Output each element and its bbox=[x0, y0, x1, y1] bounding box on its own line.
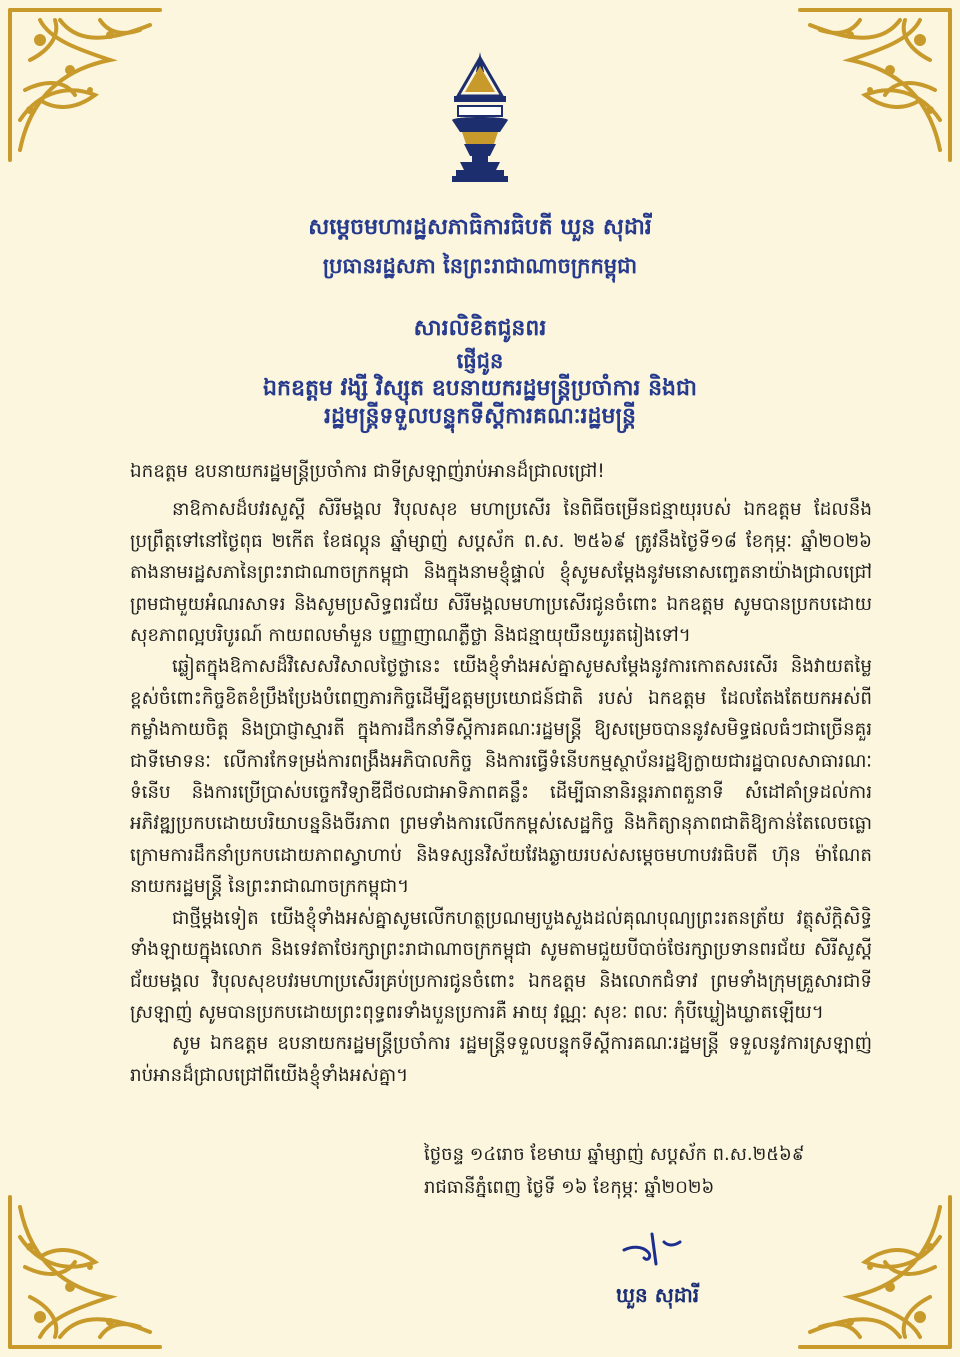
lunar-date: ថ្ងៃចន្ទ ១៤រោច ខែមាឃ ឆ្នាំម្សាញ់ សប្តស័ក ព.ស.២៥៦៩ bbox=[424, 1144, 805, 1165]
recipient-line-1: ឯកឧត្តម វង្សី វិស្សុត ឧបនាយករដ្ឋមន្ត្រីប្រចាំការ និងជា bbox=[263, 376, 697, 401]
signer-name: ឃួន សុដារី bbox=[616, 1283, 700, 1307]
paragraph-4: សូម ឯកឧត្តម ឧបនាយករដ្ឋមន្ត្រីប្រចាំការ រដ្ឋមន្ត្រីទទួលបន្ទុកទីស្តីការគណៈរដ្ឋមន្ត្រី ទទួលនូវការស្រឡាញ់រាប់អានដ៏ជ្រាលជ្រៅពីយើងខ្ញុំទាំងអស់គ្នា។ bbox=[130, 1033, 872, 1086]
paragraph-2: ឆ្លៀតក្នុងឱកាសដ៏វិសេសវិសាលថ្ងៃថ្លានេះ យើងខ្ញុំទាំងអស់គ្នាសូមសម្តែងនូវការកោតសរសើរ និងវាយតម្លៃខ្ពស់ចំពោះកិច្ចខិតខំប្រឹងប្រែងបំពេញភារកិច្ចដើម្បីឧត្តមប្រយោជន៍ជាតិ របស់ ឯកឧត្តម ដែលតែងតែយកអស់ពីកម្លាំងកាយចិត្ត និងប្រាជ្ញាស្មារតី ក្នុងការដឹកនាំទីស្តីការគណៈរដ្ឋមន្ត្រី ឱ្យសម្រេចបាននូវសមិទ្ធផលធំៗជាច្រើនគួរជាទីមោទនៈ លើការកែទម្រង់ការពង្រឹងអភិបាលកិច្ច និងការធ្វើទំនើបកម្មស្ថាប័នរដ្ឋឱ្យក្លាយជារដ្ឋបាលសាធារណៈទំនើប និងការប្រើប្រាស់បច្ចេកវិទ្យាឌីជីថលជាអាទិភាពគន្លឹះ ដើម្បីធានានិរន្តរភាពតួនាទី សំដៅគាំទ្រដល់ការអភិវឌ្ឍប្រកបដោយបរិយាបន្ននិងចីរភាព ព្រមទាំងការលើកកម្ពស់សេដ្ឋកិច្ច និងកិត្យានុភាពជាតិឱ្យកាន់តែលេចធ្លោ ក្រោមការដឹកនាំប្រកបដោយភាពស្វាហាប់ និងទស្សនវិស័យវែងឆ្ងាយរបស់សម្តេចមហាបវរធិបតី ហ៊ុន ម៉ាណែត នាយករដ្ឋមន្ត្រី នៃព្រះរាជាណាចក្រកម្ពុជា។ bbox=[130, 656, 872, 898]
sender-title: ប្រធានរដ្ឋសភា នៃព្រះរាជាណាចក្រកម្ពុជា bbox=[322, 254, 638, 278]
national-assembly-emblem bbox=[440, 52, 520, 202]
paragraph-1: នាឱកាសដ៏បវរសួស្តី សិរីមង្គល វិបុលសុខ មហាប្រសើរ នៃពិធីចម្រើនជន្មាយុរបស់ ឯកឧត្តម ដែលនឹងប្រព្រឹត្តទៅនៅថ្ងៃពុធ ២កើត ខែផល្គុន ឆ្នាំម្សាញ់ សប្តស័ក ព.ស. ២៥៦៩ ត្រូវនឹងថ្ងៃទី១៨ ខែកុម្ភៈ ឆ្នាំ២០២៦ តាងនាមរដ្ឋសភានៃព្រះរាជាណាចក្រកម្ពុជា និងក្នុងនាមខ្ញុំផ្ទាល់ ខ្ញុំសូមសម្តែងនូវមនោសញ្ចេតនាយ៉ាងជ្រាលជ្រៅ ព្រមជាមួយអំណរសាទរ និងសូមប្រសិទ្ធពរជ័យ សិរីមង្គលមហាប្រសើរជូនចំពោះ ឯកឧត្តម សូមបានប្រកបដោយសុខភាពល្អបរិបូរណ៍ កាយពលមាំមួន បញ្ញាញាណភ្លឺថ្លា និងជន្មាយុយឺនយូរតរៀងទៅ។ bbox=[130, 499, 872, 647]
recipient-line-2: រដ្ឋមន្ត្រីទទួលបន្ទុកទីស្តីការគណៈរដ្ឋមន្ត្រី bbox=[323, 404, 636, 429]
corner-ornament-top-left bbox=[0, 0, 170, 170]
date-block bbox=[424, 1138, 884, 1204]
handwritten-signature bbox=[618, 1228, 688, 1268]
letter-title: សារលិខិតជូនពរ bbox=[413, 316, 547, 341]
paragraph-3: ជាថ្មីម្តងទៀត យើងខ្ញុំទាំងអស់គ្នាសូមលើកហត្ថប្រណម្យបួងសួងដល់គុណបុណ្យព្រះរតនត្រ័យ វត្ថុស័ក្តិសិទ្ធិទាំងឡាយក្នុងលោក និងទេវតាថែរក្សាព្រះរាជាណាចក្រកម្ពុជា សូមតាមជួយបីបាច់ថែរក្សាប្រទានពរជ័យ សិរីសួស្តី ជ័យមង្គល វិបុលសុខបវរមហាប្រសើរគ្រប់ប្រការជូនចំពោះ ឯកឧត្តម និងលោកជំទាវ ព្រមទាំងក្រុមគ្រួសារជាទីស្រឡាញ់ សូមបានប្រកបដោយព្រះពុទ្ធពរទាំងបួនប្រការគឺ អាយុ វណ្ណៈ សុខៈ ពលៈ កុំបីឃ្លៀងឃ្លាតឡើយ។ bbox=[130, 907, 872, 1023]
letter-body bbox=[130, 456, 872, 1091]
solar-date: រាជធានីភ្នំពេញ ថ្ងៃទី ១៦ ខែកុម្ភៈ ឆ្នាំ២០២៦ bbox=[424, 1177, 715, 1198]
sender-name: សម្តេចមហារដ្ឋសភាធិការធិបតី ឃួន សុដារី bbox=[308, 215, 652, 240]
corner-ornament-bottom-right bbox=[790, 1187, 960, 1357]
letter-subtitle: ផ្ញើជូន bbox=[456, 349, 504, 373]
corner-ornament-bottom-left bbox=[0, 1187, 170, 1357]
salutation: ឯកឧត្តម ឧបនាយករដ្ឋមន្ត្រីប្រចាំការ ជាទីស្រឡាញ់រាប់អានដ៏ជ្រាលជ្រៅ! bbox=[130, 461, 605, 482]
corner-ornament-top-right bbox=[790, 0, 960, 170]
